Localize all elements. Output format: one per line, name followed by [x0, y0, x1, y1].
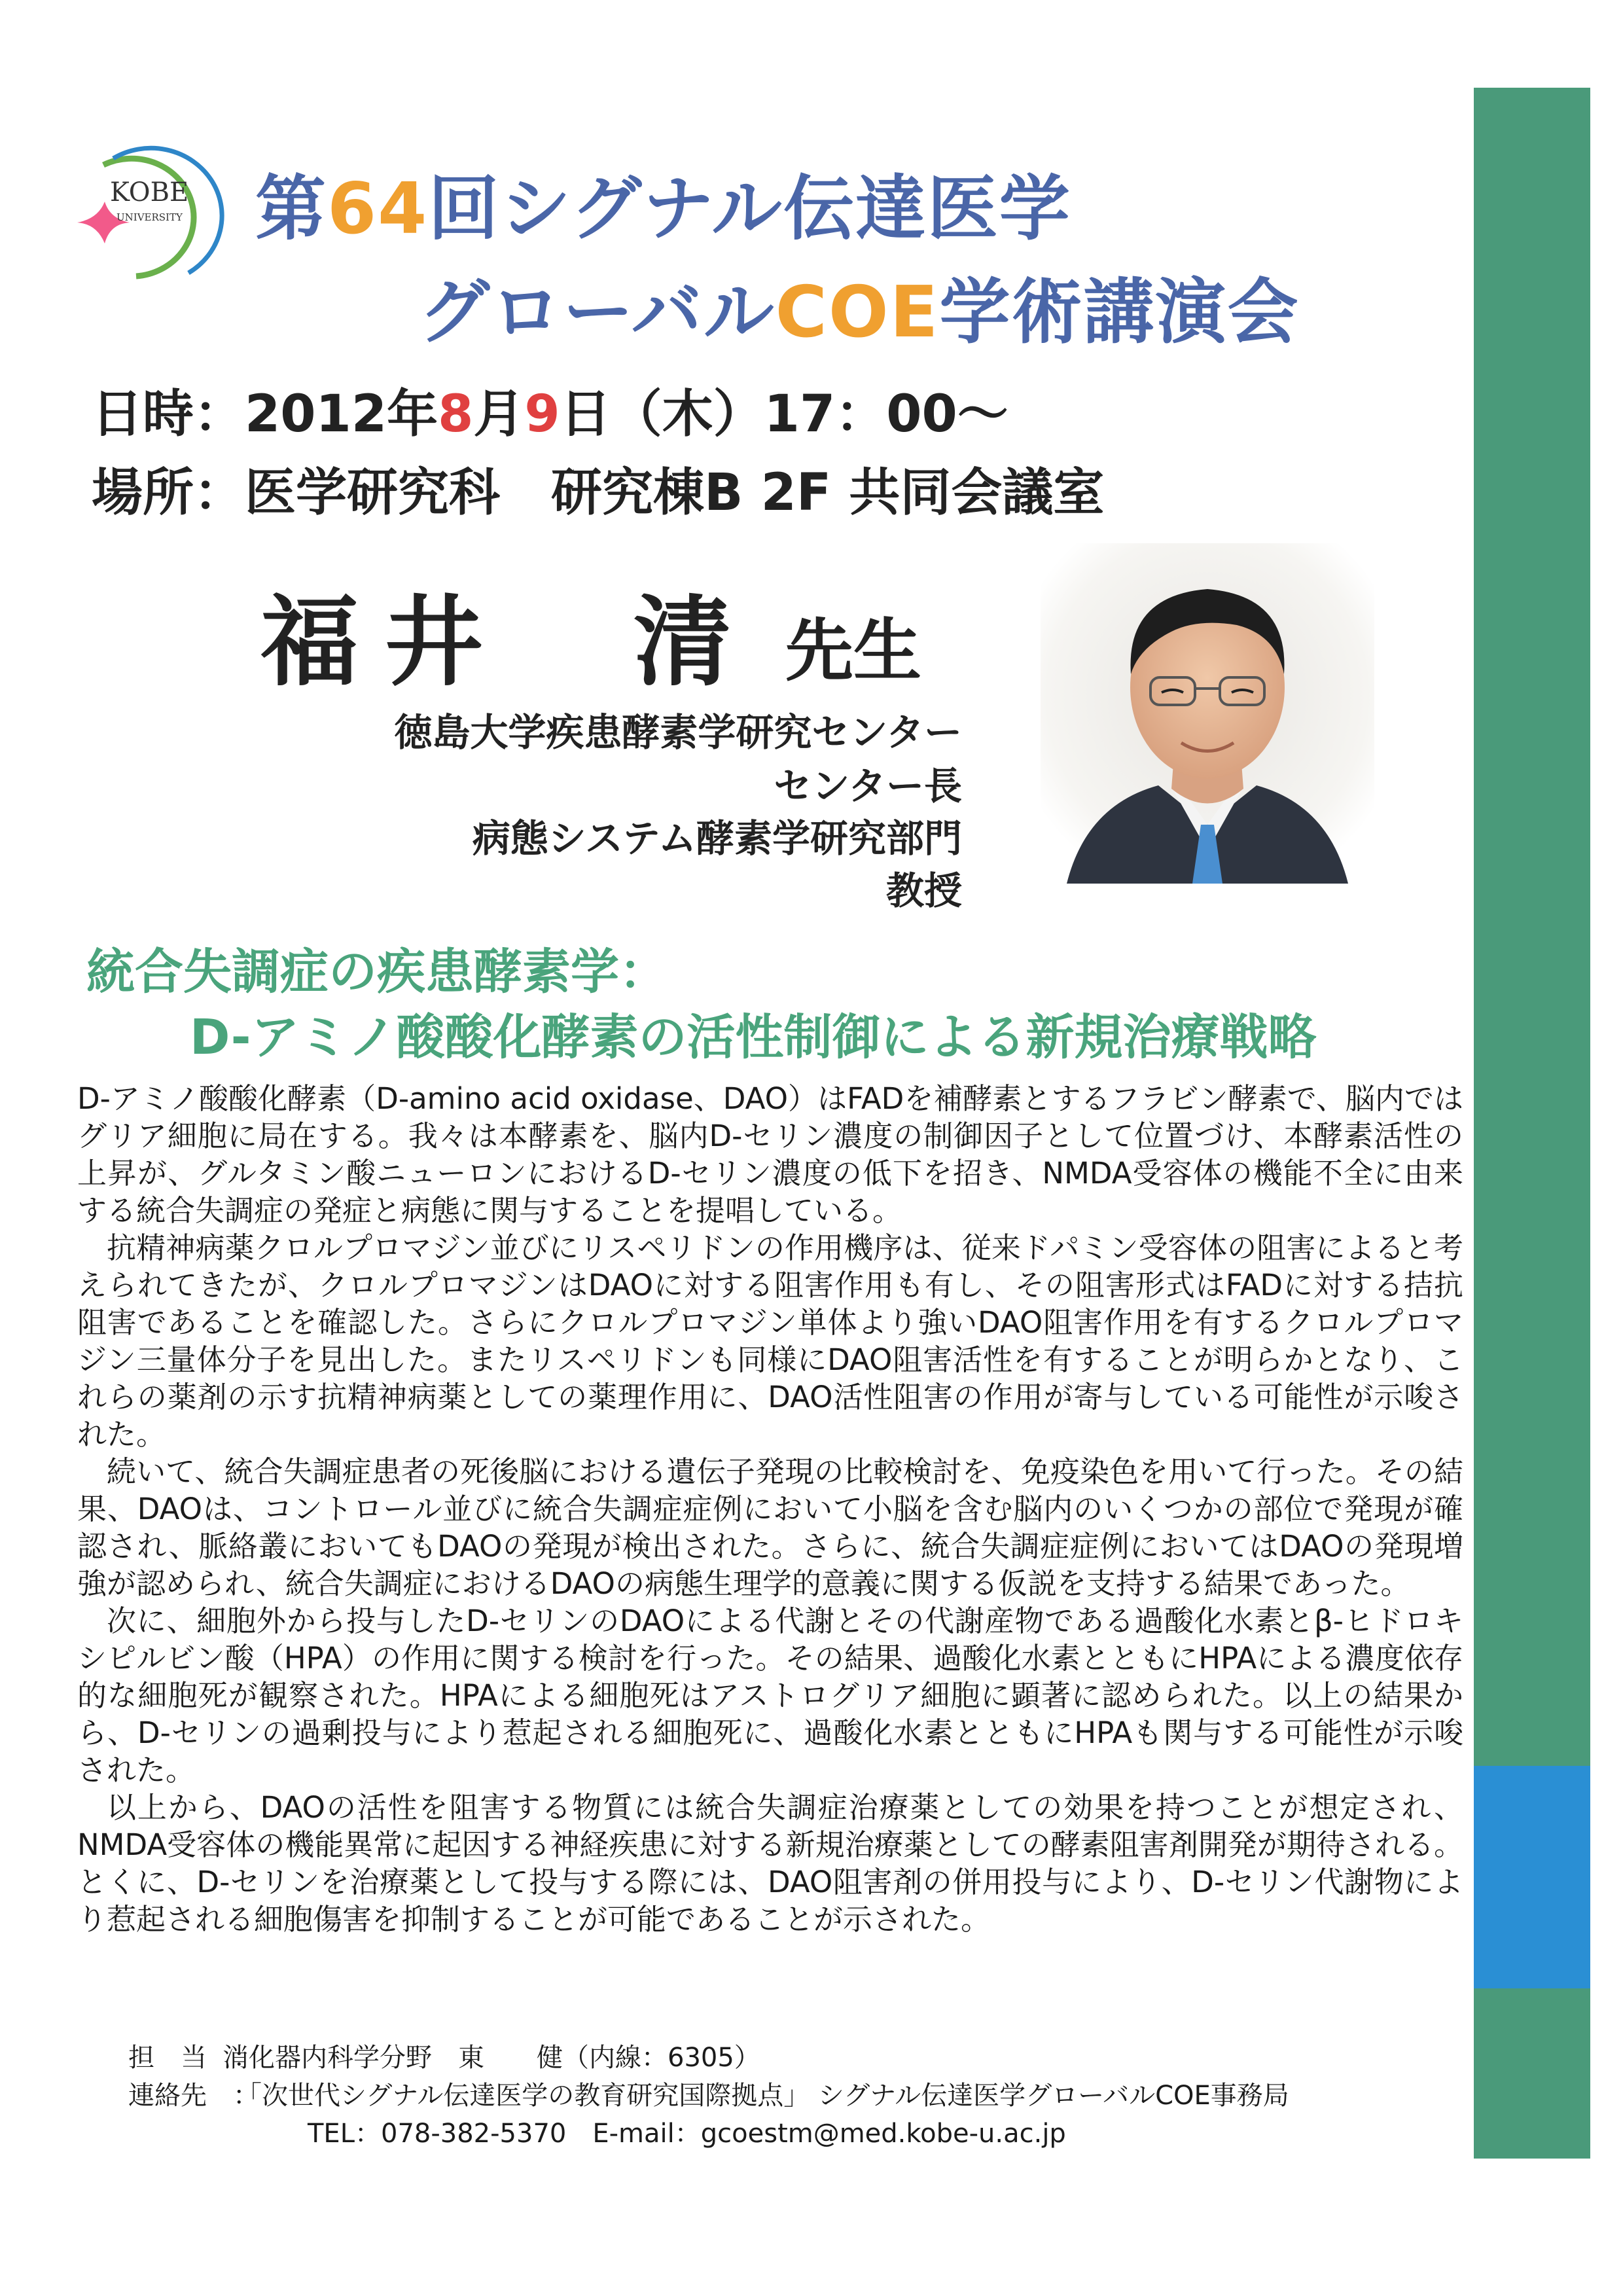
- event-title-line1: [255, 152, 1071, 253]
- speaker-affiliation: 徳島大学疾患酵素学研究センター: [394, 710, 962, 755]
- side-band-green: [1474, 88, 1590, 1766]
- abstract-paragraph: 以上から、DAOの活性を阻害する物質には統合失調症治療薬としての効果を持つことが想定され、NMDA受容体の機能異常に起因する神経疾患に対する新規治療薬としての酵素阻害剤開発が期待される。とくに、D-セリンを治療薬として投与する際には、DAO阻害剤の併用投与により、D-セリン代謝物により惹起される細胞傷害を抑制することが可能であることが示された。: [77, 1790, 1463, 1937]
- logo-text-kobe: KOBE: [110, 177, 189, 207]
- abstract-paragraph: 続いて、統合失調症患者の死後脳における遺伝子発現の比較検討を、免疫染色を用いて行った。その結果、DAOは、コントロール並びに統合失調症症例において小脳を含む脳内のいくつかの部位で発現が確認され、脈絡叢においてもDAOの発現が検出された。さらに、統合失調症症例においてはDAOの発現増強が認められ、統合失調症におけるDAOの病態生理学的意義に関する仮説を支持する結果であった。: [77, 1454, 1463, 1601]
- title-prefix: 第: [255, 168, 328, 250]
- event-place: 場所：医学研究科 研究棟B 2F 共同会議室: [92, 463, 1105, 522]
- title2-coe: COE: [775, 272, 940, 353]
- speaker-position: センター長: [774, 764, 962, 808]
- abstract-paragraph: 次に、細胞外から投与したD-セリンのDAOによる代謝とその代謝産物である過酸化水素とβ-ヒドロキシピルビン酸（HPA）の作用に関する検討を行った。その結果、過酸化水素とともにHPAによる濃度依存的な細胞死が観察された。HPAによる細胞死はアストログリア細胞に顕著に認められた。以上の結果から、D-セリンの過剰投与により惹起される細胞死に、過酸化水素とともにHPAも関与する可能性が示唆された。: [77, 1604, 1463, 1787]
- contact-phone-email[interactable]: TEL：078-382-5370 E-mail：gcoestm@med.kobe-u.ac.jp: [308, 2119, 1066, 2149]
- date-rest: 日（木）17：00～: [560, 385, 1008, 444]
- logo-text-university: UNIVERSITY: [116, 211, 183, 223]
- speaker-name: 福井 清: [260, 584, 758, 700]
- title-rest: 回シグナル伝達医学: [428, 168, 1071, 250]
- side-band-green-lower: [1474, 1988, 1590, 2159]
- side-band-blue: [1474, 1766, 1590, 1988]
- abstract-paragraph: D-アミノ酸酸化酵素（D-amino acid oxidase、DAO）はFADを補酵素とするフラビン酵素で、脳内ではグリア細胞に局在する。我々は本酵素を、脳内D-セリン濃度の制御因子として位置づけ、本酵素活性の上昇が、グルタミン酸ニューロンにおけるD-セリン濃度の低下を招き、NMDA受容体の機能不全に由来する統合失調症の発症と病態に関与することを提唱している。: [77, 1081, 1463, 1228]
- event-title-line2: [419, 255, 1299, 357]
- event-date: [92, 373, 1008, 446]
- date-day: 9: [524, 385, 560, 444]
- date-month-unit: 月: [473, 385, 525, 444]
- office-value: 「次世代シグナル伝達医学の教育研究国際拠点」 シグナル伝達医学グローバルCOE事務局: [236, 2081, 1289, 2111]
- title2-prefix: グローバル: [419, 272, 776, 353]
- lecture-title-line2: D-アミノ酸酸化酵素の活性制御による新規治療戦略: [190, 1009, 1317, 1066]
- speaker-honorific: 先生: [785, 611, 922, 691]
- lecture-title-line1: 統合失調症の疾患酵素学：: [86, 944, 668, 1000]
- abstract: [77, 1080, 1463, 1938]
- date-month: 8: [438, 385, 474, 444]
- kobe-university-logo: [64, 145, 228, 283]
- abstract-paragraph: 抗精神病薬クロルプロマジン並びにリスペリドンの作用機序は、従来ドパミン受容体の阻害によると考えられてきたが、クロルプロマジンはDAOに対する阻害作用も有し、その阻害形式はFADに対する拮抗阻害であることを確認した。さらにクロルプロマジン単体より強いDAO阻害作用を有するクロルプロマジン三量体分子を見出した。またリスペリドンも同様にDAO阻害活性を有することが明らかとなり、これらの薬剤の示す抗精神病薬としての薬理作用に、DAO活性阻害の作用が寄与している可能性が示唆された。: [77, 1230, 1463, 1452]
- date-label: 日時：2012年: [92, 385, 438, 444]
- contact-person-value: 消化器内科学分野 東 健（内線：6305）: [223, 2043, 760, 2073]
- title-number: 64: [327, 168, 429, 250]
- speaker-department: 病態システム酵素学研究部門: [472, 816, 962, 861]
- speaker-photo: [1041, 543, 1374, 884]
- speaker-title: 教授: [885, 869, 962, 913]
- title2-rest: 学術講演会: [939, 272, 1300, 353]
- office-label: 連絡先 ：: [128, 2081, 259, 2111]
- contact-person-label: 担 当 ：: [128, 2043, 259, 2073]
